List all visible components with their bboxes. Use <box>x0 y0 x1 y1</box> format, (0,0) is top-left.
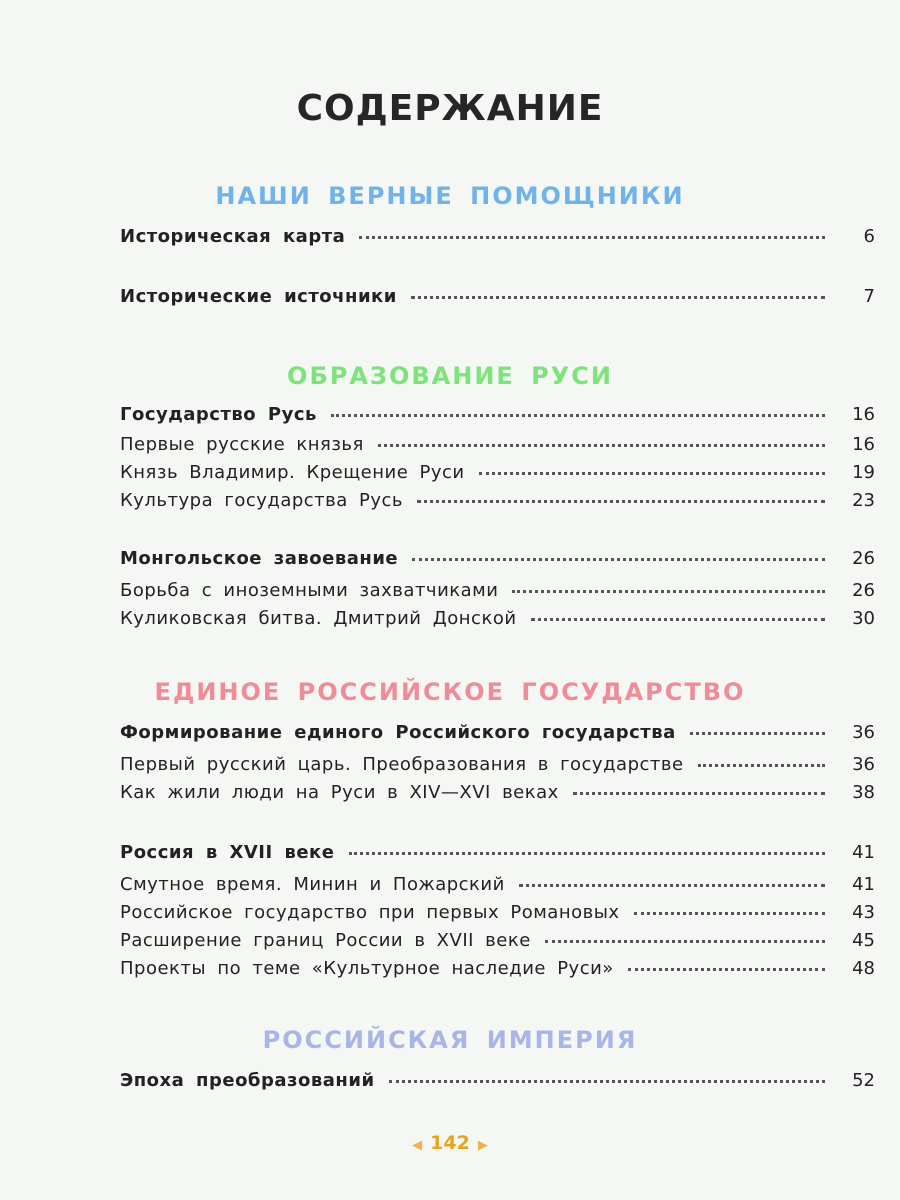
toc-entry-page: 26 <box>852 580 875 601</box>
dot-leader <box>349 852 826 855</box>
toc-entry-page: 30 <box>852 608 875 629</box>
toc-entry[interactable] <box>120 1070 875 1091</box>
toc-entry-page: 36 <box>852 722 875 743</box>
toc-entry[interactable] <box>120 226 875 247</box>
dot-leader <box>412 558 825 561</box>
dot-leader <box>359 236 825 239</box>
dot-leader <box>417 500 825 503</box>
toc-entry[interactable] <box>120 580 875 601</box>
dot-leader <box>573 792 825 795</box>
toc-entry[interactable] <box>120 782 875 803</box>
toc-entry-label: Монгольское завоевание <box>120 548 399 569</box>
dot-leader <box>690 732 825 735</box>
toc-entry[interactable] <box>120 548 875 569</box>
page-number-footer <box>0 1132 900 1154</box>
section-title-helpers: НАШИ ВЕРНЫЕ ПОМОЩНИКИ <box>215 182 685 210</box>
dot-leader <box>698 764 825 767</box>
toc-entry-label: Эпоха преобразований <box>120 1070 375 1091</box>
toc-entry-page: 41 <box>852 842 875 863</box>
next-arrow-icon: ▶ <box>477 1138 488 1153</box>
toc-entry-label: Первые русские князья <box>120 434 364 455</box>
prev-arrow-icon: ◀ <box>412 1138 423 1153</box>
toc-entry[interactable] <box>120 874 875 895</box>
toc-entry[interactable] <box>120 930 875 951</box>
toc-entry-page: 16 <box>852 404 875 425</box>
toc-entry-label: Историческая карта <box>120 226 346 247</box>
toc-entry-label: Культура государства Русь <box>120 490 404 511</box>
dot-leader <box>411 296 825 299</box>
page-title: СОДЕРЖАНИЕ <box>296 88 604 129</box>
dot-leader <box>545 940 825 943</box>
toc-entry-label: Исторические источники <box>120 286 397 307</box>
toc-entry-label: Расширение границ России в XVII веке <box>120 930 531 951</box>
toc-entry-label: Князь Владимир. Крещение Руси <box>120 462 465 483</box>
dot-leader <box>519 884 825 887</box>
toc-entry-label: Российское государство при первых Романовых <box>120 902 620 923</box>
toc-entry-page: 43 <box>852 902 875 923</box>
toc-entry-label: Куликовская битва. Дмитрий Донской <box>120 608 517 629</box>
toc-entry-label: Первый русский царь. Преобразования в государстве <box>120 754 684 775</box>
toc-entry[interactable] <box>120 722 875 743</box>
toc-entry[interactable] <box>120 462 875 483</box>
toc-entry[interactable] <box>120 958 875 979</box>
toc-entry-label: Как жили люди на Руси в XIV—XVI веках <box>120 782 559 803</box>
toc-entry[interactable] <box>120 404 875 425</box>
toc-entry[interactable] <box>120 842 875 863</box>
toc-entry-label: Россия в XVII веке <box>120 842 335 863</box>
toc-entry-page: 23 <box>852 490 875 511</box>
toc-entry-page: 7 <box>863 286 875 307</box>
toc-entry-page: 16 <box>852 434 875 455</box>
toc-entry-page: 48 <box>852 958 875 979</box>
dot-leader <box>479 472 825 475</box>
toc-entry-page: 45 <box>852 930 875 951</box>
toc-entry[interactable] <box>120 490 875 511</box>
toc-entry-label: Борьба с иноземными захватчиками <box>120 580 499 601</box>
dot-leader <box>378 444 825 447</box>
toc-entry-page: 41 <box>852 874 875 895</box>
toc-entry-label: Государство Русь <box>120 404 317 425</box>
dot-leader <box>331 414 825 417</box>
dot-leader <box>512 590 825 593</box>
page-number: 142 <box>430 1132 470 1154</box>
section-title-rus: ОБРАЗОВАНИЕ РУСИ <box>287 362 613 390</box>
toc-entry-page: 36 <box>852 754 875 775</box>
dot-leader <box>389 1080 825 1083</box>
toc-entry-label: Формирование единого Российского государства <box>120 722 676 743</box>
toc-entry[interactable] <box>120 754 875 775</box>
toc-entry-page: 52 <box>852 1070 875 1091</box>
toc-entry[interactable] <box>120 286 875 307</box>
toc-entry[interactable] <box>120 902 875 923</box>
toc-entry-page: 6 <box>863 226 875 247</box>
toc-entry-page: 26 <box>852 548 875 569</box>
toc-entry[interactable] <box>120 608 875 629</box>
toc-entry-label: Смутное время. Минин и Пожарский <box>120 874 505 895</box>
toc-entry[interactable] <box>120 434 875 455</box>
dot-leader <box>531 618 825 621</box>
section-title-empire: РОССИЙСКАЯ ИМПЕРИЯ <box>262 1026 638 1054</box>
toc-entry-page: 38 <box>852 782 875 803</box>
section-title-state: ЕДИНОЕ РОССИЙСКОЕ ГОСУДАРСТВО <box>154 678 746 706</box>
toc-entry-label: Проекты по теме «Культурное наследие Руси» <box>120 958 614 979</box>
dot-leader <box>628 968 825 971</box>
toc-entry-page: 19 <box>852 462 875 483</box>
dot-leader <box>634 912 825 915</box>
